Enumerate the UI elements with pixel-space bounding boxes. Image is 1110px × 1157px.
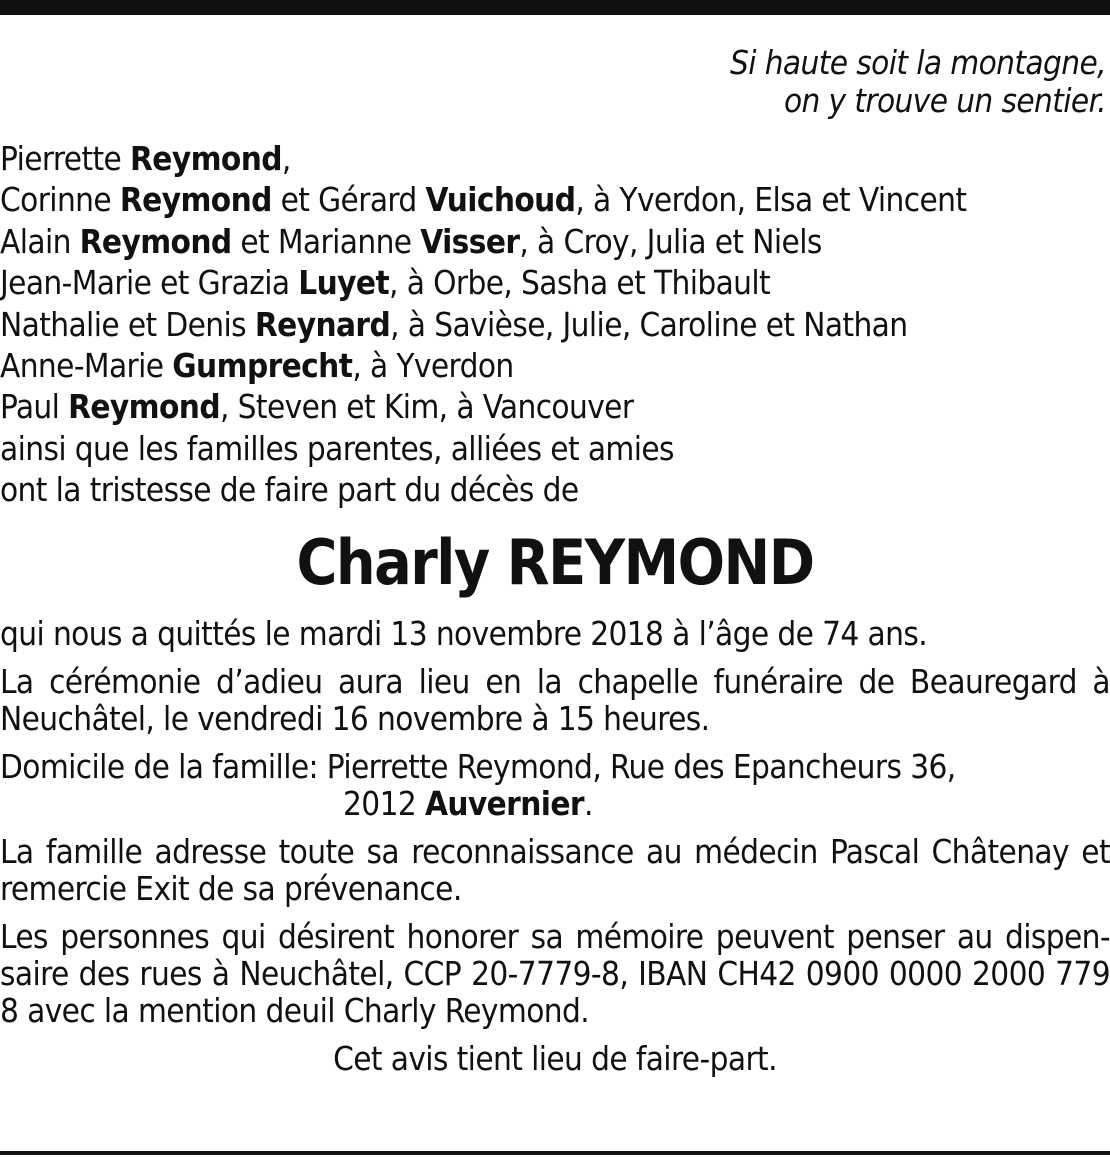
first-name: Corinne — [0, 180, 120, 220]
line-text: , à Orbe, Sasha et Thibault — [389, 263, 771, 303]
line-text: , à Savièse, Julie, Caroline et Nathan — [390, 304, 908, 344]
surname: Gumprecht — [172, 346, 353, 386]
line-text: , — [281, 139, 291, 178]
address-line-2 — [0, 785, 1110, 822]
deceased-name: Charly REYMOND — [296, 526, 814, 599]
quote-line-2: on y trouve un sentier. — [783, 81, 1106, 120]
family-address-paragraph — [0, 748, 1110, 822]
death-date-paragraph: qui nous a quittés le mardi 13 novembre 2018 à l’âge de 74 ans. — [0, 614, 928, 653]
surname: Reymond — [130, 139, 282, 178]
address-line-1: Domicile de la famille: Pierrette Reymond, Rue des Epancheurs 36, — [0, 747, 956, 786]
first-name: Anne-Marie — [0, 346, 173, 386]
period: . — [583, 784, 593, 823]
top-rule — [0, 0, 1110, 15]
city: Auvernier — [424, 784, 584, 823]
family-line-8: ainsi que les familles parentes, alliées et amies — [0, 428, 674, 468]
first-name: Jean-Marie et Grazia — [0, 263, 299, 303]
notice-body — [0, 615, 1110, 1088]
line-text: , à Croy, Julia et Niels — [519, 221, 822, 261]
surname: Luyet — [298, 263, 390, 303]
family-line-3 — [0, 221, 1110, 262]
surname: Vuichoud — [425, 180, 576, 220]
donation-paragraph: Les personnes qui désirent honorer sa mémoire peuvent penser au dispen-saire des rues à Neuchâtel, CCP 20-7779-8, IBAN CH42 0900 0000 2000 779 8 avec la mention deuil Charly Reymond. — [0, 917, 1110, 1030]
first-name: Paul — [0, 387, 69, 427]
family-line-4 — [0, 262, 1110, 303]
family-line-9: ont la tristesse de faire part du décès de — [0, 470, 579, 510]
first-name: Alain — [0, 221, 80, 261]
family-line-6 — [0, 345, 1110, 386]
surname: Reymond — [68, 387, 220, 427]
line-text: , à Yverdon, Elsa et Vincent — [575, 180, 967, 220]
ceremony-paragraph: La cérémonie d’adieu aura lieu en la chapelle funéraire de Beauregard à Neuchâtel, le vendredi 16 novembre à 15 heures. — [0, 662, 1110, 738]
epigraph-quote — [730, 44, 1106, 120]
surname: Reynard — [254, 304, 391, 344]
family-line-2 — [0, 179, 1110, 220]
first-name: Pierrette — [0, 139, 131, 178]
closing-line: Cet avis tient lieu de faire-part. — [333, 1039, 777, 1078]
bottom-rule — [0, 1151, 1110, 1155]
surname: Reymond — [119, 180, 272, 220]
family-list — [0, 138, 1110, 511]
surname: Visser — [420, 221, 520, 261]
postal-code: 2012 — [343, 784, 425, 823]
first-name: Nathalie et Denis — [0, 304, 255, 344]
surname: Reymond — [79, 221, 232, 261]
line-text: , Steven et Kim, à Vancouver — [220, 387, 634, 427]
family-line-1 — [0, 138, 1110, 179]
family-line-7 — [0, 386, 1110, 427]
family-line-5 — [0, 304, 1110, 345]
line-text: et Gérard — [271, 180, 426, 220]
quote-line-1: Si haute soit la montagne, — [729, 43, 1106, 82]
line-text: et Marianne — [231, 221, 421, 261]
line-text: , à Yverdon — [352, 346, 514, 386]
thanks-paragraph: La famille adresse toute sa reconnaissance au médecin Pascal Châtenay et remercie Exit de sa prévenance. — [0, 832, 1110, 908]
